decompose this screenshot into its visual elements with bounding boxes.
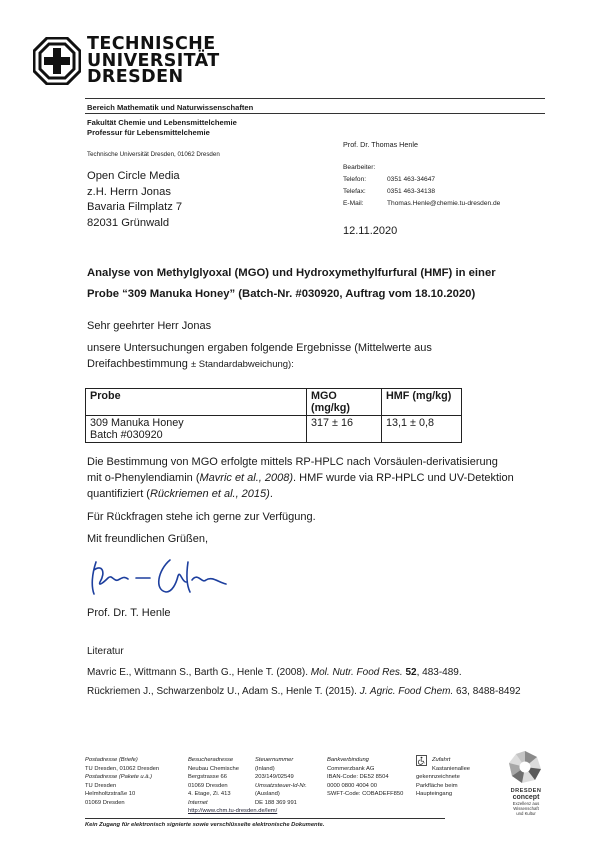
- subject-line: Analyse von Methylglyoxal (MGO) und Hydroxymethylfurfural (HMF) in einer Probe “309 Manuka Honey” (Batch-Nr. #030920, Auftrag vom 18.10.2020): [87, 267, 496, 300]
- fax-number: 0351 463-34138: [387, 188, 436, 195]
- header-rule-bottom: [85, 113, 545, 114]
- signature-name: Prof. Dr. T. Henle: [87, 607, 171, 619]
- footer-rule: [85, 818, 445, 819]
- reference-1: Mavric E., Wittmann S., Barth G., Henle T. (2008). Mol. Nutr. Food Res. 52, 483-489.: [87, 667, 462, 678]
- tu-dresden-logo-icon: [33, 37, 81, 85]
- university-name: TECHNISCHE UNIVERSITÄT DRESDEN: [87, 34, 220, 87]
- contact-block: Bearbeiter: Telefon: 0351 463-34647 Telefax: 0351 463-34138 E-Mail: Thomas.Henle@chemie.tu-dresden.de: [343, 164, 501, 207]
- phone-number: 0351 463-34647: [387, 176, 436, 183]
- signature-icon: [88, 552, 238, 602]
- footer-postal: Postadresse (Briefe) TU Dresden, 01062 Dresden Postadresse (Pakete u.ä.) TU Dresden Helmholtzstraße 10 01069 Dresden: [85, 757, 160, 806]
- dresden-concept-logo-icon: [507, 749, 543, 785]
- citation-mavric: Mavric et al., 2008): [199, 472, 294, 484]
- header-hmf: HMF (mg/kg): [382, 389, 462, 416]
- salutation: Sehr geehrter Herr Jonas: [87, 320, 212, 332]
- dresden-concept-text: DRESDEN concept Exzellenz aus Wissenschaft und Kultur: [510, 788, 542, 817]
- closing-note: Für Rückfragen stehe ich gerne zur Verfügung.: [87, 511, 316, 523]
- footer-notice: Kein Zugang für elektronisch signierte sowie verschlüsselte elektronische Dokumente.: [85, 822, 325, 828]
- cell-hmf: 13,1 ± 0,8: [382, 416, 462, 443]
- professorship-label: Professur für Lebensmittelchemie: [87, 128, 210, 137]
- footer-website-link[interactable]: http://www.chm.tu-dresden.de/lem/: [188, 808, 278, 814]
- header-rule-top: [85, 98, 545, 99]
- results-table: [85, 388, 462, 443]
- closing: Mit freundlichen Grüßen,: [87, 533, 209, 545]
- footer-bank: Bankverbindung Commerzbank AG IBAN-Code: DE52 8504 0000 0800 4004 00 SWFT-Code: COBADEFF850: [327, 757, 404, 797]
- email-address[interactable]: Thomas.Henle@chemie.tu-dresden.de: [387, 200, 501, 207]
- sender-name: Prof. Dr. Thomas Henle: [343, 140, 418, 149]
- bereich-label: Bereich Mathematik und Naturwissenschaften: [87, 103, 254, 112]
- return-address: Technische Universität Dresden, 01062 Dresden: [87, 151, 220, 158]
- faculty-label: Fakultät Chemie und Lebensmittelchemie: [87, 118, 237, 127]
- method-paragraph: Die Bestimmung von MGO erfolgte mittels RP-HPLC nach Vorsäulen-derivatisierung mit o-Phenylendiamin (Mavric et al., 2008). HMF wurde via RP-HPLC und UV-Detektion quantifiziert (Rückriemen et al., 2015).: [87, 456, 514, 500]
- table-row: [86, 416, 462, 443]
- intro-text: unsere Untersuchungen ergaben folgende Ergebnisse (Mittelwerte aus Dreifachbestimmung ± Standardabweichung):: [87, 342, 432, 370]
- footer-visitor: Besucheradresse Neubau Chemische Bergstrasse 66 01069 Dresden 4. Etage, Zi. 413 Internet http://www.chm.tu-dresden.de/lem/: [188, 757, 278, 814]
- reference-2: Rückriemen J., Schwarzenbolz U., Adam S., Henle T. (2015). J. Agric. Food Chem. 63, 8488-8492: [87, 686, 521, 697]
- header-mgo: MGO (mg/kg): [307, 389, 382, 416]
- recipient-address: Open Circle Media z.H. Herrn Jonas Bavaria Filmplatz 7 82031 Grünwald: [87, 170, 183, 229]
- cell-probe: 309 Manuka Honey Batch #030920: [86, 416, 307, 443]
- footer-tax: Steuernummer (Inland) 203/149/02549 Umsatzsteuer-Id-Nr. (Ausland) DE 188 369 991: [255, 757, 307, 806]
- header-probe: Probe: [86, 389, 307, 416]
- citation-rueckriemen: Rückriemen et al., 2015): [149, 488, 270, 500]
- faculty-block: [87, 118, 237, 138]
- cell-mgo: 317 ± 16: [307, 416, 382, 443]
- literature-heading: Literatur: [87, 646, 124, 657]
- table-header-row: [86, 389, 462, 416]
- letter-date: 12.11.2020: [343, 225, 398, 237]
- footer-access: Zufahrt Kastanienallee gekennzeichnete Parkfläche beim Haupteingang: [416, 757, 471, 797]
